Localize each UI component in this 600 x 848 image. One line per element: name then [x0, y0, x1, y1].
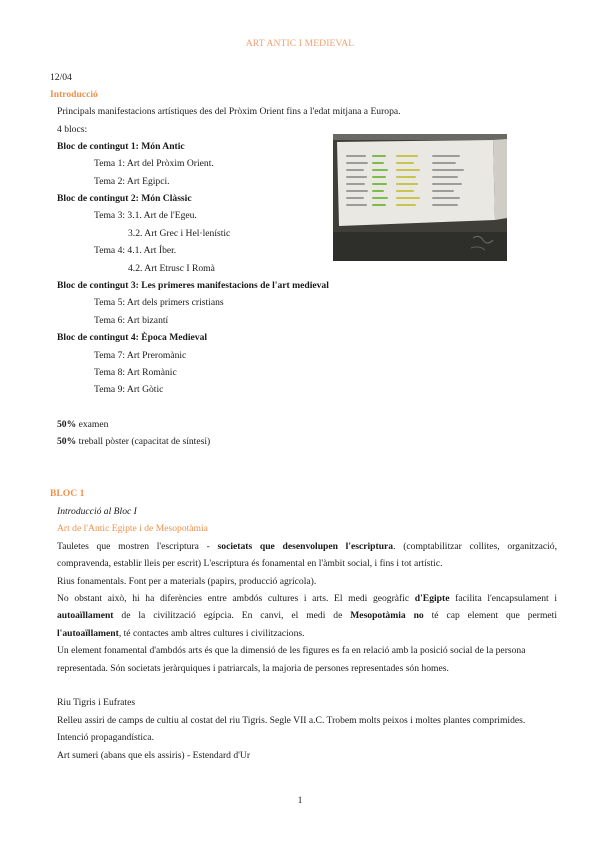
blocks-label: 4 blocs:: [57, 124, 88, 135]
paragraph-7: Art sumeri (abans que els assiris) - Estendard d'Ur: [57, 750, 251, 761]
topic-5: Tema 5: Art dels primers cristians: [94, 297, 224, 308]
topic-8: Tema 8: Art Romànic: [94, 367, 177, 378]
paragraph-3-line-2: [57, 610, 557, 622]
bloc-2-title: : Món Clàssic: [135, 193, 192, 204]
topic-6: Tema 6: Art bizantí: [94, 315, 169, 326]
bloc-1-prefix: Bloc de contingut 1: [57, 141, 136, 152]
intro-text: Principals manifestacions artístiques des del Pròxim Orient fins a l'edat mitjana a Europa.: [57, 106, 401, 117]
exam-label: examen: [76, 419, 109, 430]
bloc-1-line: [57, 141, 185, 153]
paragraph-6: Intenció propagandística.: [57, 732, 154, 743]
paragraph-4-line-2: representada. Són societats jeràrquiques i patriarcals, la majoria de persones representades són homes.: [57, 663, 449, 674]
p3-text-a: No obstant això, hi ha diferències entre ambdós cultures i arts. El medi geogràfic: [57, 593, 415, 604]
topic-1: Tema 1: Art del Pròxim Orient.: [94, 158, 214, 169]
bloc-3-title: : Les primeres manifestacions de l'art medieval: [135, 280, 329, 291]
p3-text-e: de la civilització egípcia. En canvi, el medi de: [113, 610, 351, 621]
date: 12/04: [50, 72, 72, 83]
bloc-3-line: [57, 280, 329, 292]
p3-text-c: facilita l'encapsulament i: [449, 593, 557, 604]
p3-bold-autoaillament: autoaïllament: [57, 610, 114, 621]
topic-4-2: 4.2. Art Etrusc I Romà: [128, 263, 215, 274]
exam-percentage: 50%: [57, 419, 77, 430]
topic-7: Tema 7: Art Preromànic: [94, 350, 187, 361]
paragraph-1-line-2: compravenda, establir lleis per escrit) L'escriptura és fonamental en l'àmbit social, i fins i tot artístic.: [57, 558, 443, 569]
bloc-1-title: : Món Antic: [135, 141, 185, 152]
paragraph-3-line-3: [57, 628, 305, 640]
p3-bold-autoaillament-2: l'autoaïllament: [57, 628, 119, 639]
projected-slide-photo: [333, 134, 507, 261]
paragraph-1-line-1: [57, 541, 557, 553]
p3-bold-egipte: d'Egipte: [414, 593, 450, 604]
bloc-intro: Introducció al Bloc I: [57, 506, 137, 517]
bloc-4-prefix: Bloc de contingut 4: [57, 332, 136, 343]
paragraph-2: Rius fonamentals. Font per a materials (papirs, producció agrícola).: [57, 576, 317, 587]
p1-bold-societats: societats que desenvolupen l'escriptura: [217, 541, 394, 552]
paragraph-4-line-1: Un element fonamental d'ambdós arts és que la dimensió de les figures es fa en relació amb la posició social de la persona: [57, 645, 526, 656]
bloc-heading: BLOC 1: [50, 488, 85, 499]
bloc-3-prefix: Bloc de contingut 3: [57, 280, 136, 291]
section-title: Art de l'Antic Egipte i de Mesopotàmia: [57, 523, 208, 534]
topic-3-2: 3.2. Art Grec i Hel·lenístic: [128, 228, 231, 239]
intro-heading: Introducció: [50, 89, 98, 100]
slide-photo-image: [333, 134, 507, 261]
bloc-2-prefix: Bloc de contingut 2: [57, 193, 136, 204]
p3-text-i: , té contactes amb altres cultures i civilitzacions.: [118, 628, 305, 639]
poster-label: treball pòster (capacitat de síntesi): [76, 436, 211, 447]
p3-bold-mesopotamia: Mesopotàmia no: [350, 610, 424, 621]
p3-text-g: té cap element que permeti: [423, 610, 557, 621]
p1-text-c: . (comptabilitzar collites, organització,: [393, 541, 557, 552]
evaluation-exam: [57, 419, 108, 431]
document-header: ART ANTIC I MEDIEVAL: [245, 38, 355, 49]
topic-4: Tema 4: 4.1. Art Íber.: [94, 245, 177, 256]
bloc-2-line: [57, 193, 192, 205]
bloc-4-line: [57, 332, 207, 344]
topic-2: Tema 2: Art Egipci.: [94, 176, 170, 187]
topic-3: Tema 3: 3.1. Art de l'Egeu.: [94, 210, 197, 221]
paragraph-3-line-1: [57, 593, 557, 605]
page-number: 1: [297, 795, 303, 806]
poster-percentage: 50%: [57, 436, 77, 447]
rivers-heading: Riu Tigris i Eufrates: [57, 697, 136, 708]
evaluation-poster: [57, 436, 210, 448]
bloc-4-title: : Època Medieval: [135, 332, 208, 343]
paragraph-5: Relleu assiri de camps de cultiu al costat del riu Tigris. Segle VII a.C. Trobem molts peixos i moltes plantes comprimides.: [57, 715, 526, 726]
p1-text-a: Tauletes que mostren l'escriptura -: [57, 541, 218, 552]
topic-9: Tema 9: Art Gòtic: [94, 384, 164, 395]
